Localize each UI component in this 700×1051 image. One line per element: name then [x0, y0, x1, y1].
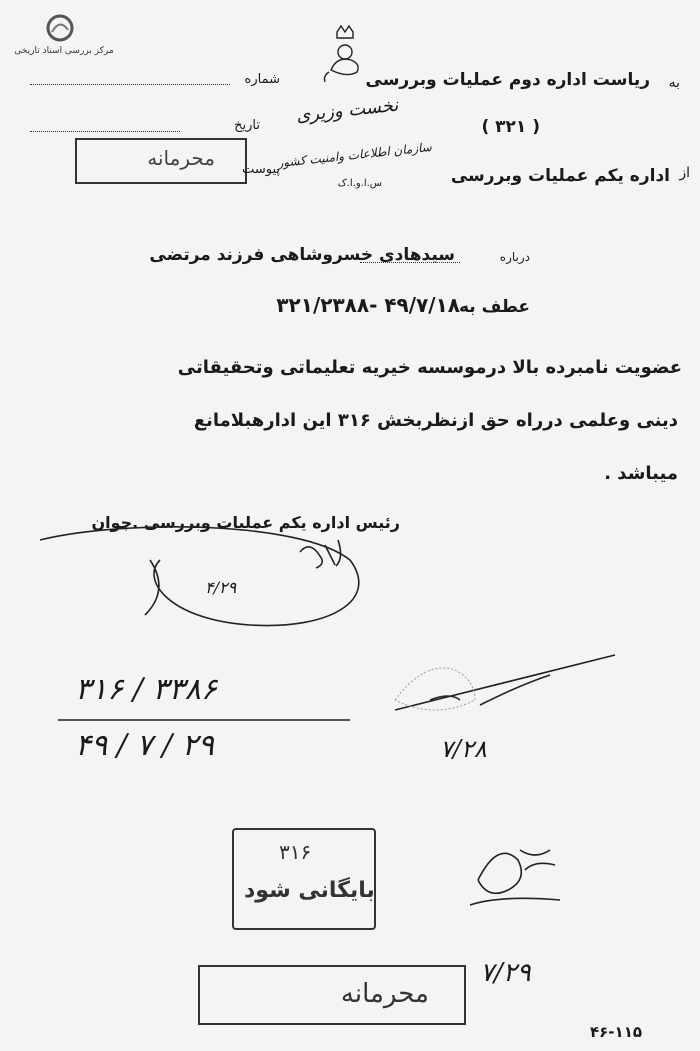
from-value: اداره یکم عملیات وبررسی	[450, 166, 670, 186]
subject-value: سیدهادی خسروشاهی فرزند مرتضی	[149, 245, 455, 265]
from-label: از	[679, 165, 690, 181]
reference-label: عطف به	[458, 297, 530, 317]
date-note: ۷/۲۸	[440, 735, 487, 763]
bottom-stamp-text: محرمانه	[340, 979, 429, 1009]
archive-stamp-number: ۳۱۶	[279, 840, 312, 864]
paragraph-line: عضویت نامبرده بالا درموسسه خیریه تعلیماتی وتحقیقاتی	[177, 357, 682, 378]
letter-code: ( ۳۲۱ )	[481, 117, 540, 137]
paragraph-line: میباشد .	[604, 463, 678, 484]
organization-name: سازمان اطلاعات وامنیت کشور	[276, 139, 433, 171]
to-label: به	[668, 75, 680, 91]
handwritten-register-date: ۴۹ / ۷ / ۲۹	[75, 728, 214, 763]
date-note: ۷/۲۹	[480, 958, 531, 988]
header-stamp-text: محرمانه	[147, 146, 215, 170]
handwritten-register-number: ۳۱۶ / ۳۳۸۶	[75, 672, 217, 707]
to-value: ریاست اداره دوم عملیات وبررسی	[365, 70, 650, 90]
signature-title: رئیس اداره یکم عملیات وبررسی .جوان	[91, 513, 400, 532]
attachment-label: پیوست	[242, 162, 280, 177]
date-label: تاریخ	[234, 118, 260, 133]
archive-stamp-text: بایگانی شود	[244, 878, 375, 903]
archive-stamp	[232, 828, 376, 930]
subject-label: درباره	[499, 250, 530, 264]
organization-code: س.ا.و.ا.ک	[337, 178, 382, 189]
initials-note: ۴/۲۹	[205, 578, 237, 597]
archive-logo-label: مرکز بررسی اسناد تاریخی	[14, 46, 114, 56]
paragraph-line: دینی وعلمی درراه حق ازنظربخش ۳۱۶ این ادارهبلامانع	[193, 410, 678, 431]
reference-value: ۳۲۱/۲۳۸۸- ۴۹/۷/۱۸	[276, 293, 460, 317]
ministry-title: نخست وزیری	[294, 94, 399, 127]
bottom-confidential-stamp	[198, 965, 466, 1025]
number-label: شماره	[244, 72, 280, 87]
document-reference: ۴۶-۱۱۵	[590, 1023, 643, 1041]
